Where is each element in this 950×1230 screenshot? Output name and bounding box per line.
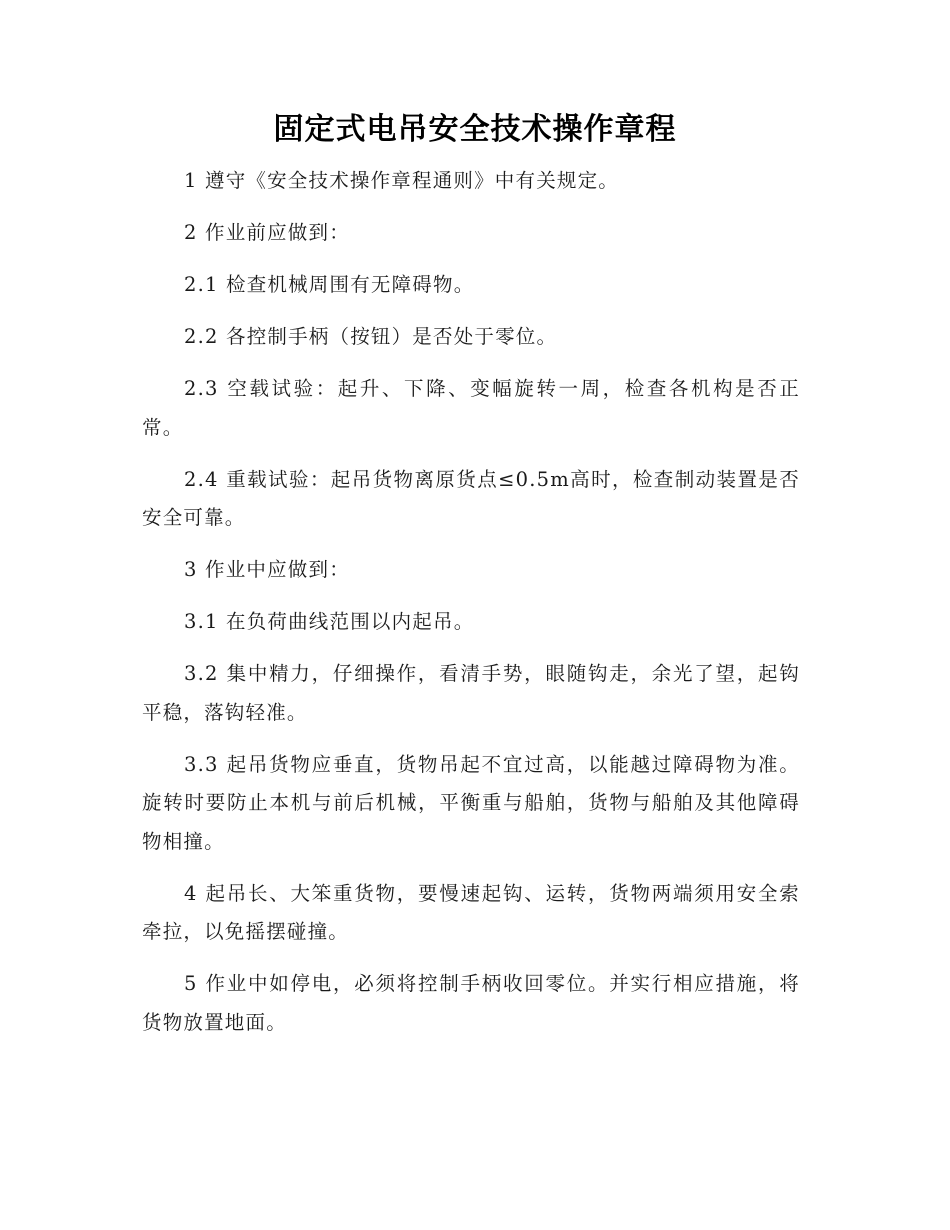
paragraph-2: 2 作业前应做到：	[184, 221, 350, 244]
paragraph-1: 1 遵守《安全技术操作章程通则》中有关规定。	[184, 169, 620, 192]
paragraph-2-4: 2.4 重载试验：起吊货物离原货点≤0.5m高时，检查制动装置是否安全可靠。	[142, 467, 800, 529]
paragraph-5: 5 作业中如停电，必须将控制手柄收回零位。并实行相应措施，将货物放置地面。	[142, 972, 800, 1034]
document-body	[142, 162, 800, 1056]
document-title: 固定式电吊安全技术操作章程	[273, 112, 677, 147]
paragraph-3-1: 3.1 在负荷曲线范围以内起吊。	[184, 610, 475, 633]
paragraph-3-3: 3.3 起吊货物应垂直，货物吊起不宜过高，以能越过障碍物为准。旋转时要防止本机与前后机械，平衡重与船舶，货物与船舶及其他障碍物相撞。	[142, 752, 800, 853]
paragraph-2-2: 2.2 各控制手柄（按钮）是否处于零位。	[184, 325, 558, 348]
paragraph-2-1: 2.1 检查机械周围有无障碍物。	[184, 273, 475, 296]
paragraph-4: 4 起吊长、大笨重货物，要慢速起钩、运转，货物两端须用安全索牵拉，以免摇摆碰撞。	[142, 881, 800, 943]
paragraph-3: 3 作业中应做到：	[184, 558, 350, 581]
paragraph-2-3: 2.3 空载试验：起升、下降、变幅旋转一周，检查各机构是否正常。	[142, 377, 800, 439]
paragraph-3-2: 3.2 集中精力，仔细操作，看清手势，眼随钩走，余光了望，起钩平稳，落钩轻准。	[142, 662, 800, 724]
